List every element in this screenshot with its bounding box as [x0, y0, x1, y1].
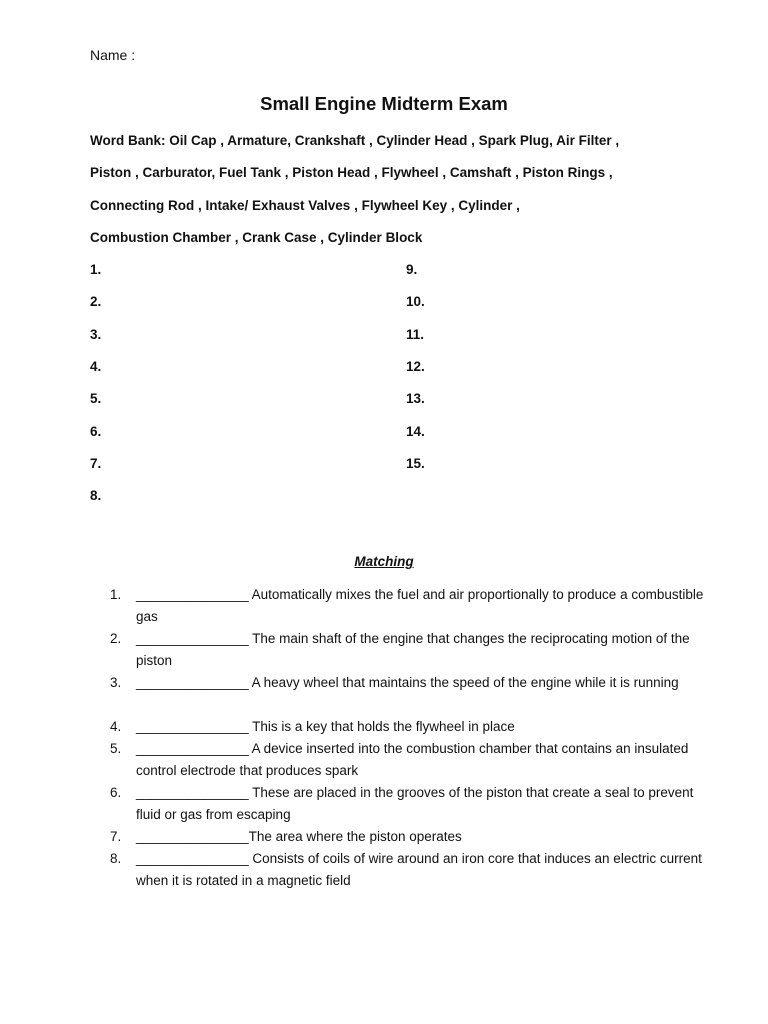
- answer-number: 3.: [90, 327, 102, 342]
- answer-number: 11.: [406, 327, 425, 342]
- matching-item-text: _______________ Consists of coils of wire around an iron core that induces an electric current when it is rotated in a magnetic field: [136, 851, 702, 888]
- word-bank-line: Connecting Rod , Intake/ Exhaust Valves , Flywheel Key , Cylinder ,: [90, 198, 520, 213]
- word-bank-line: Word Bank: Oil Cap , Armature, Crankshaft , Cylinder Head , Spark Plug, Air Filter ,: [90, 133, 620, 148]
- matching-item-text: _______________ The main shaft of the engine that changes the reciprocating motion of the piston: [136, 631, 690, 668]
- matching-item-number: 8.: [110, 851, 122, 866]
- matching-item-text: _______________ Automatically mixes the fuel and air proportionally to produce a combustible gas: [136, 587, 704, 624]
- answer-number: 9.: [406, 262, 418, 277]
- matching-item: [110, 782, 710, 826]
- matching-heading: Matching: [354, 554, 414, 569]
- matching-item-number: 1.: [110, 587, 122, 602]
- answer-number: 2.: [90, 294, 102, 309]
- name-label: Name :: [90, 47, 136, 63]
- matching-item-text: _______________ A heavy wheel that maintains the speed of the engine while it is running: [136, 675, 679, 690]
- answer-number: 15.: [406, 456, 425, 471]
- answer-number: 14.: [406, 424, 425, 439]
- matching-item-number: 5.: [110, 741, 122, 756]
- answer-number: 7.: [90, 456, 102, 471]
- answer-number: 4.: [90, 359, 102, 374]
- answer-number: 13.: [406, 391, 425, 406]
- answer-number: 5.: [90, 391, 102, 406]
- matching-item-text: _______________ These are placed in the grooves of the piston that create a seal to prevent fluid or gas from escaping: [136, 785, 694, 822]
- matching-item-text: _______________The area where the piston operates: [136, 829, 462, 844]
- matching-item: [110, 716, 710, 738]
- matching-item-text: _______________ A device inserted into the combustion chamber that contains an insulated control electrode that produces spark: [136, 741, 689, 778]
- matching-item-number: 3.: [110, 675, 122, 690]
- matching-item-text: _______________ This is a key that holds the flywheel in place: [136, 719, 515, 734]
- answer-number: 8.: [90, 488, 102, 503]
- answer-number: 1.: [90, 262, 102, 277]
- matching-item: [110, 672, 710, 694]
- matching-item-number: 6.: [110, 785, 122, 800]
- matching-item: [110, 826, 710, 848]
- matching-item: [110, 738, 710, 782]
- answer-number: 10.: [406, 294, 425, 309]
- matching-item-number: 4.: [110, 719, 122, 734]
- word-bank-line: Combustion Chamber , Crank Case , Cylinder Block: [90, 230, 423, 245]
- word-bank-line: Piston , Carburator, Fuel Tank , Piston Head , Flywheel , Camshaft , Piston Rings ,: [90, 165, 613, 180]
- page-title: Small Engine Midterm Exam: [260, 93, 508, 114]
- matching-item-number: 7.: [110, 829, 122, 844]
- matching-item: [110, 848, 710, 892]
- answer-number: 6.: [90, 424, 102, 439]
- matching-item-number: 2.: [110, 631, 122, 646]
- matching-item: [110, 584, 710, 628]
- matching-item: [110, 628, 710, 672]
- answer-number: 12.: [406, 359, 425, 374]
